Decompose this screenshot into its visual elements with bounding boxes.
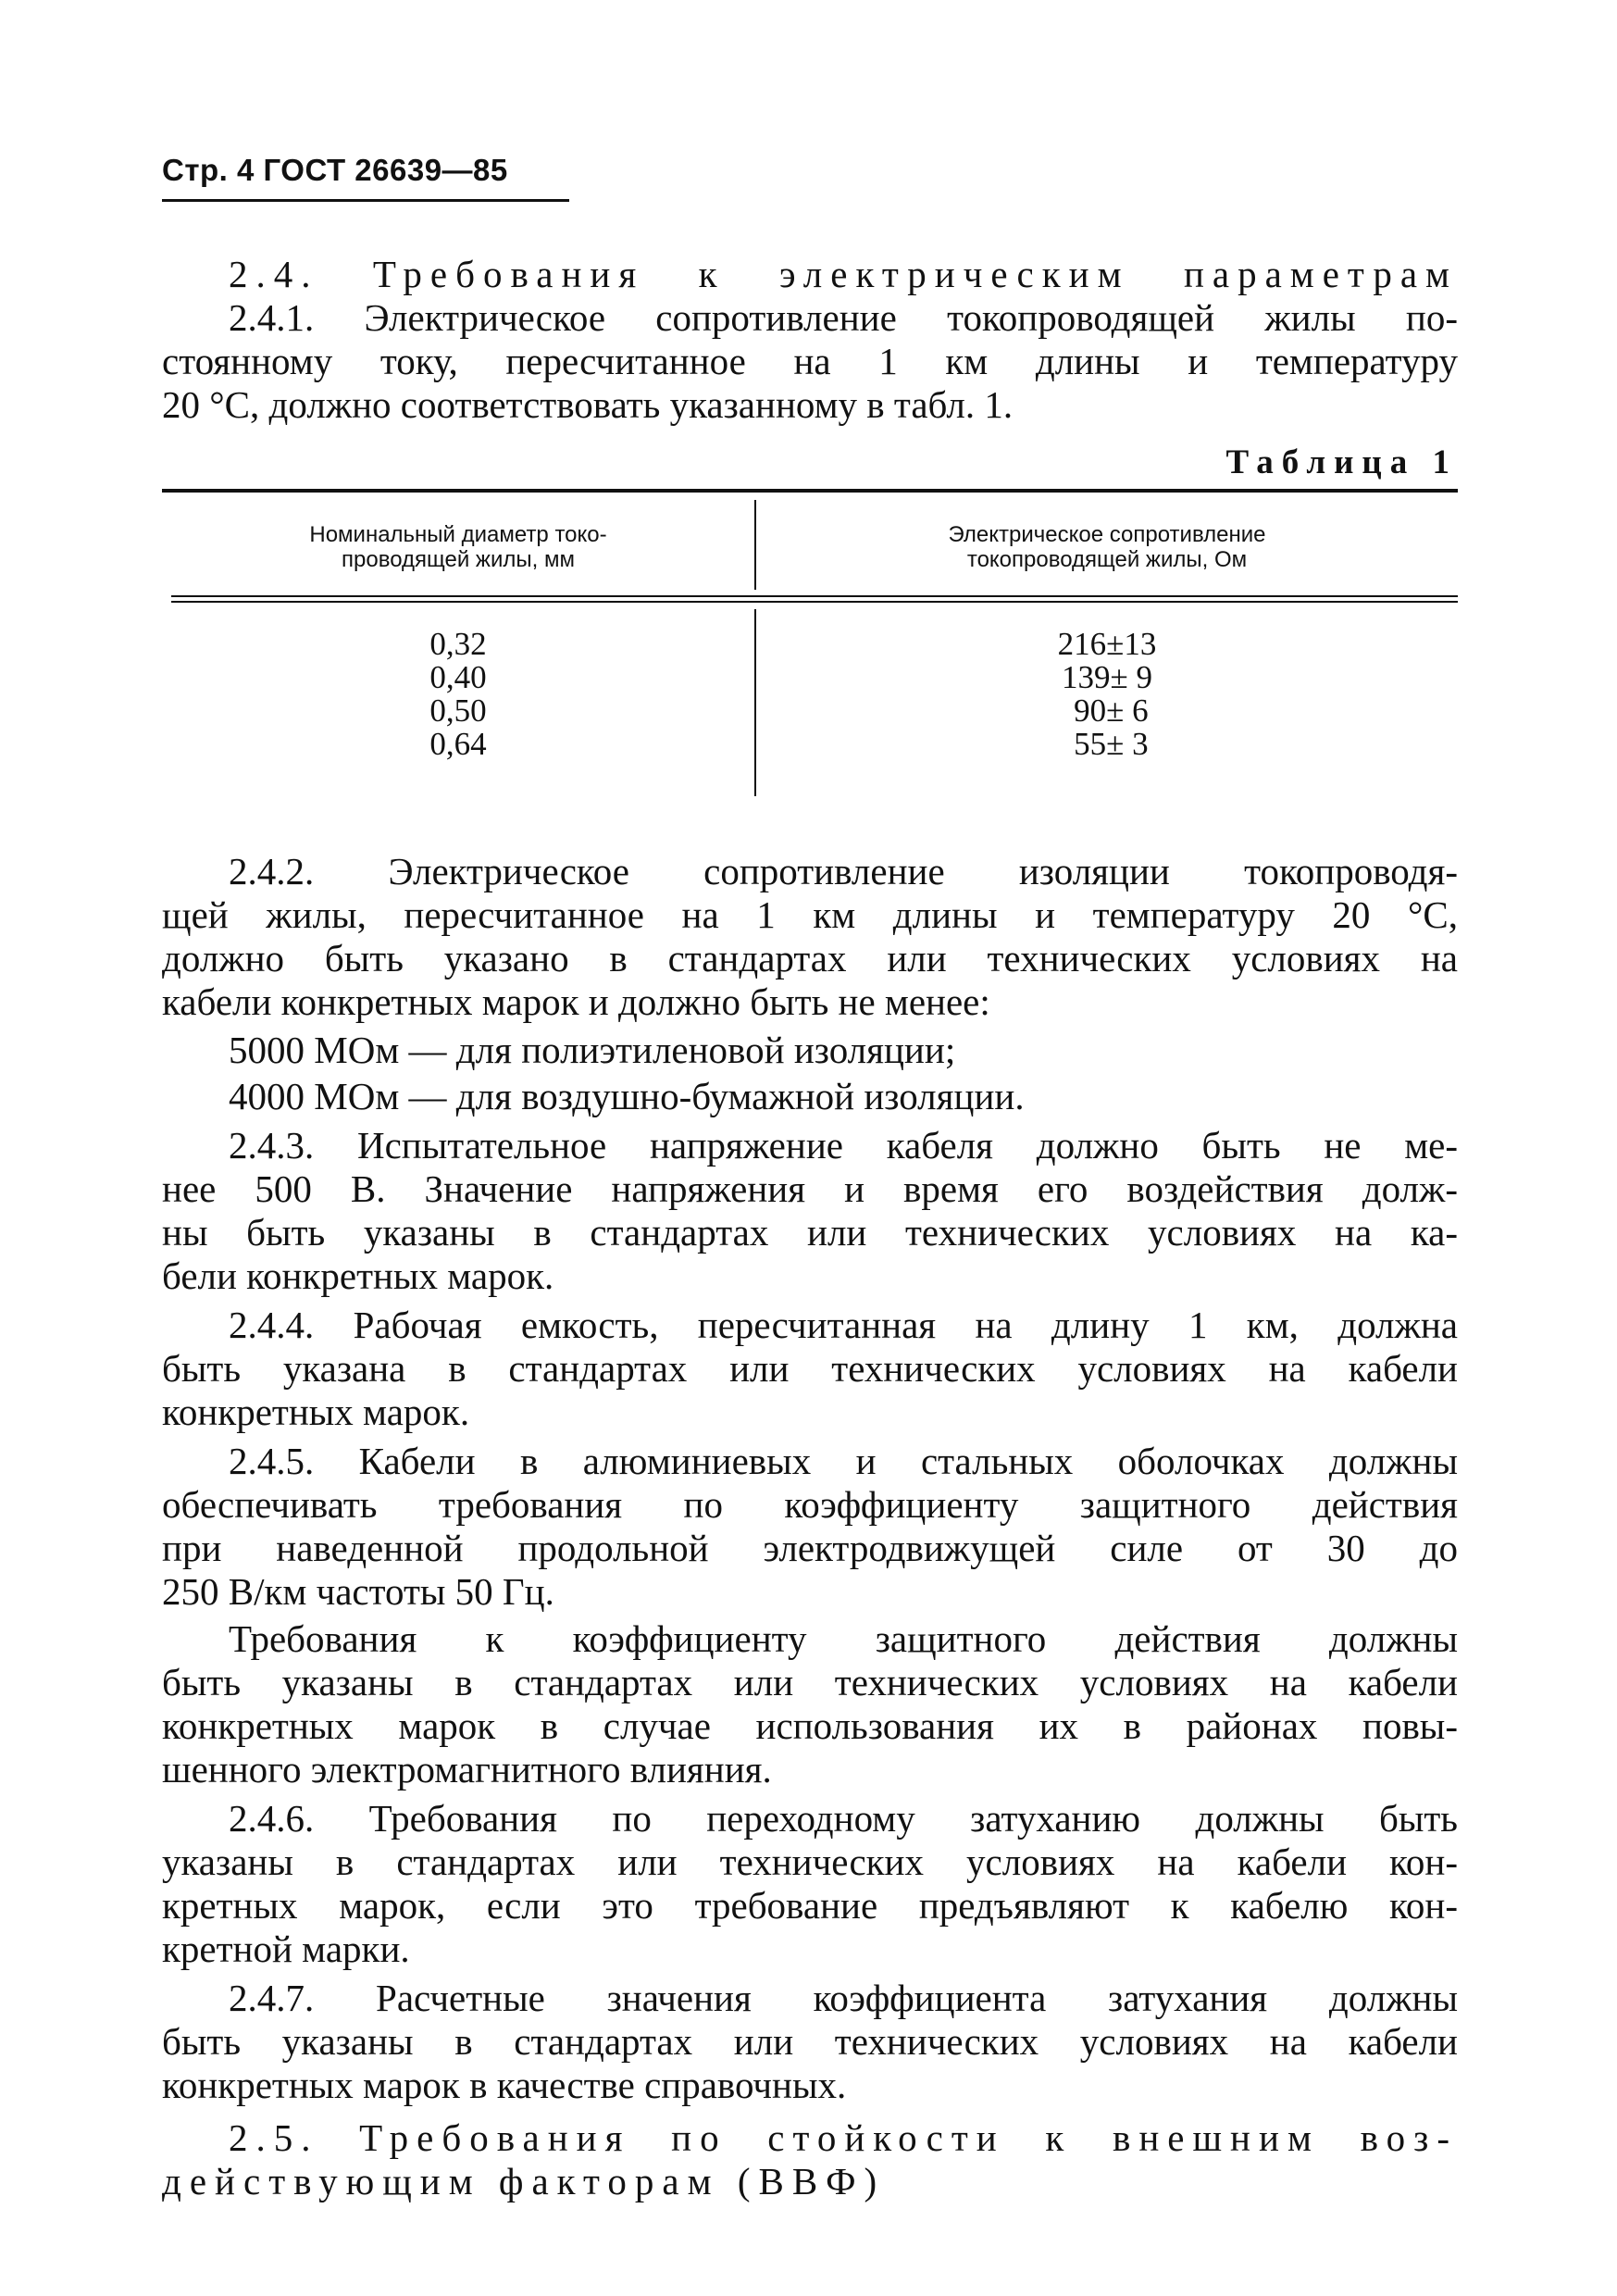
table-cell: 55± 3 <box>1065 726 1149 762</box>
table-column-resistance <box>756 628 1458 761</box>
paragraph-line: при наведенной продольной электродвижущей силе от 30 до <box>162 1527 1458 1569</box>
paragraph-line: 250 В/км частоты 50 Гц. <box>162 1570 554 1613</box>
header-line: проводящей жилы, мм <box>342 547 575 572</box>
header-line: токопроводящей жилы, Ом <box>966 547 1248 572</box>
table-cell: 216±13 <box>1057 626 1157 662</box>
paragraph-line: должно быть указано в стандартах или технических условиях на <box>162 937 1458 980</box>
paragraph-line: 20 °С, должно соответствовать указанному в табл. 1. <box>162 383 1014 426</box>
section-2-4 <box>162 253 1458 427</box>
table-header-resistance <box>756 522 1458 572</box>
section-heading: 2.5. Требования по стойкости к внешним воз- <box>229 2116 1458 2159</box>
table-cell: 0,32 <box>429 626 487 662</box>
header-rule <box>162 199 569 202</box>
paragraph-line: кретных марок, если это требование предъявляют к кабелю кон- <box>162 1884 1458 1927</box>
table-top-rule <box>162 489 1458 493</box>
section-heading: действующим факторам (ВВФ) <box>162 2160 886 2202</box>
page-header: Стр. 4 ГОСТ 26639—85 <box>162 153 508 187</box>
paragraph-line: стоянному току, пересчитанное на 1 км длины и температуру <box>162 340 1458 382</box>
section-heading: 2.4. Требования к электрическим параметрам <box>229 253 1458 295</box>
paragraph-line: щей жилы, пересчитанное на 1 км длины и температуру 20 °С, <box>162 893 1458 936</box>
paragraph-line: бели конкретных марок. <box>162 1254 554 1297</box>
paragraph-line: 2.4.5. Кабели в алюминиевых и стальных оболочках должны <box>229 1440 1458 1482</box>
body-text <box>162 850 1458 2203</box>
paragraph-line: шенного электромагнитного влияния. <box>162 1748 772 1791</box>
paragraph-line: конкретных марок в случае использования их в районах повы- <box>162 1704 1458 1747</box>
paragraph-line: 2.4.2. Электрическое сопротивление изоляции токопроводя- <box>229 850 1458 892</box>
paragraph-line: Требования к коэффициенту защитного действия должны <box>229 1617 1458 1660</box>
paragraph-line: обеспечивать требования по коэффициенту защитного действия <box>162 1483 1458 1526</box>
paragraph-line: 2.4.6. Требования по переходному затуханию должны быть <box>229 1797 1458 1840</box>
header-line: Номинальный диаметр токо- <box>309 522 607 547</box>
paragraph-line: 2.4.1. Электрическое сопротивление токопроводящей жилы по- <box>229 296 1458 339</box>
table-cell: 90± 6 <box>1065 693 1149 729</box>
paragraph-line: быть указаны в стандартах или технических условиях на кабели <box>162 2020 1458 2063</box>
paragraph-line: указаны в стандартах или технических условиях на кабели кон- <box>162 1841 1458 1883</box>
table-header-rule <box>171 595 1458 597</box>
paragraph-line: нее 500 В. Значение напряжения и время его воздействия долж- <box>162 1167 1458 1210</box>
table-cell: 0,50 <box>429 693 487 729</box>
header-line: Электрическое сопротивление <box>948 522 1266 547</box>
table-header-rule <box>171 601 1458 603</box>
table-cell: 0,40 <box>429 659 487 695</box>
list-item: 5000 МОм — для полиэтиленовой изоляции; <box>229 1029 956 1071</box>
paragraph-line: 2.4.3. Испытательное напряжение кабеля должно быть не ме- <box>229 1124 1458 1167</box>
paragraph-line: быть указана в стандартах или технических условиях на кабели <box>162 1347 1458 1390</box>
table-header-diameter <box>162 522 754 572</box>
paragraph-line: кабели конкретных марок и должно быть не менее: <box>162 980 990 1023</box>
paragraph-line: конкретных марок в качестве справочных. <box>162 2064 847 2106</box>
list-item: 4000 МОм — для воздушно-бумажной изоляции. <box>229 1075 1025 1117</box>
paragraph-line: 2.4.7. Расчетные значения коэффициента затухания должны <box>229 1977 1458 2019</box>
table-1 <box>162 489 1458 794</box>
paragraph-line: быть указаны в стандартах или технических условиях на кабели <box>162 1661 1458 1703</box>
paragraph-line: 2.4.4. Рабочая емкость, пересчитанная на длину 1 км, должна <box>229 1304 1458 1346</box>
paragraph-line: ны быть указаны в стандартах или технических условиях на ка- <box>162 1211 1458 1254</box>
table-cell: 0,64 <box>429 726 487 762</box>
table-column-diameter <box>162 628 754 761</box>
paragraph-line: кретной марки. <box>162 1928 410 1970</box>
paragraph-line: конкретных марок. <box>162 1391 470 1433</box>
table-cell: 139± 9 <box>1062 659 1152 695</box>
table-caption: Таблица 1 <box>1225 443 1458 481</box>
